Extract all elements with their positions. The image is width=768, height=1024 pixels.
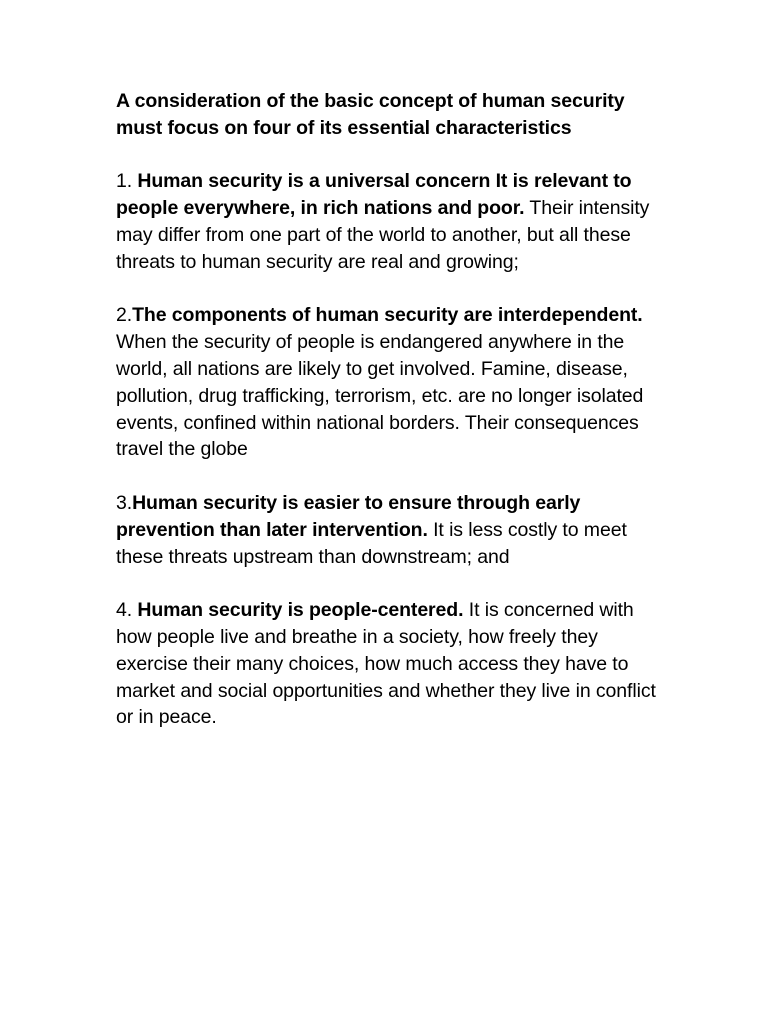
point-2 [116, 302, 656, 463]
point-1-bold-statement: Human security is a universal concern It is relevant to people everywhere, in rich nations and poor. [116, 170, 632, 220]
point-3 [116, 490, 656, 570]
point-4-number: 4. [116, 599, 138, 622]
point-2-number: 2. [116, 304, 133, 327]
point-3-number: 3. [116, 491, 133, 514]
document-page [116, 88, 656, 731]
point-3-bold-statement: Human security is easier to ensure through early prevention than later intervention. [116, 491, 581, 541]
point-1-body: Their intensity may differ from one part of the world to another, but all these threats to human security are real and growing; [116, 197, 650, 273]
point-4 [116, 597, 656, 731]
point-4-body: It is concerned with how people live and breathe in a society, how freely they exercise their many choices, how much access they have to market and social opportunities and whether they live in conflict or in peace. [116, 599, 656, 729]
point-3-body: It is less costly to meet these threats upstream than downstream; and [116, 518, 627, 568]
point-1-number: 1. [116, 170, 138, 193]
document-heading: A consideration of the basic concept of human security must focus on four of its essential characteristics [116, 90, 625, 139]
point-1 [116, 168, 656, 275]
point-2-bold-statement: The components of human security are interdependent. [132, 304, 643, 327]
point-2-body: When the security of people is endangered anywhere in the world, all nations are likely to get involved. Famine, disease, pollution, drug trafficking, terrorism, etc. are no longer isolated events, confined within national borders. Their consequences travel the globe [116, 331, 644, 461]
point-4-bold-statement: Human security is people-centered. [137, 599, 464, 622]
